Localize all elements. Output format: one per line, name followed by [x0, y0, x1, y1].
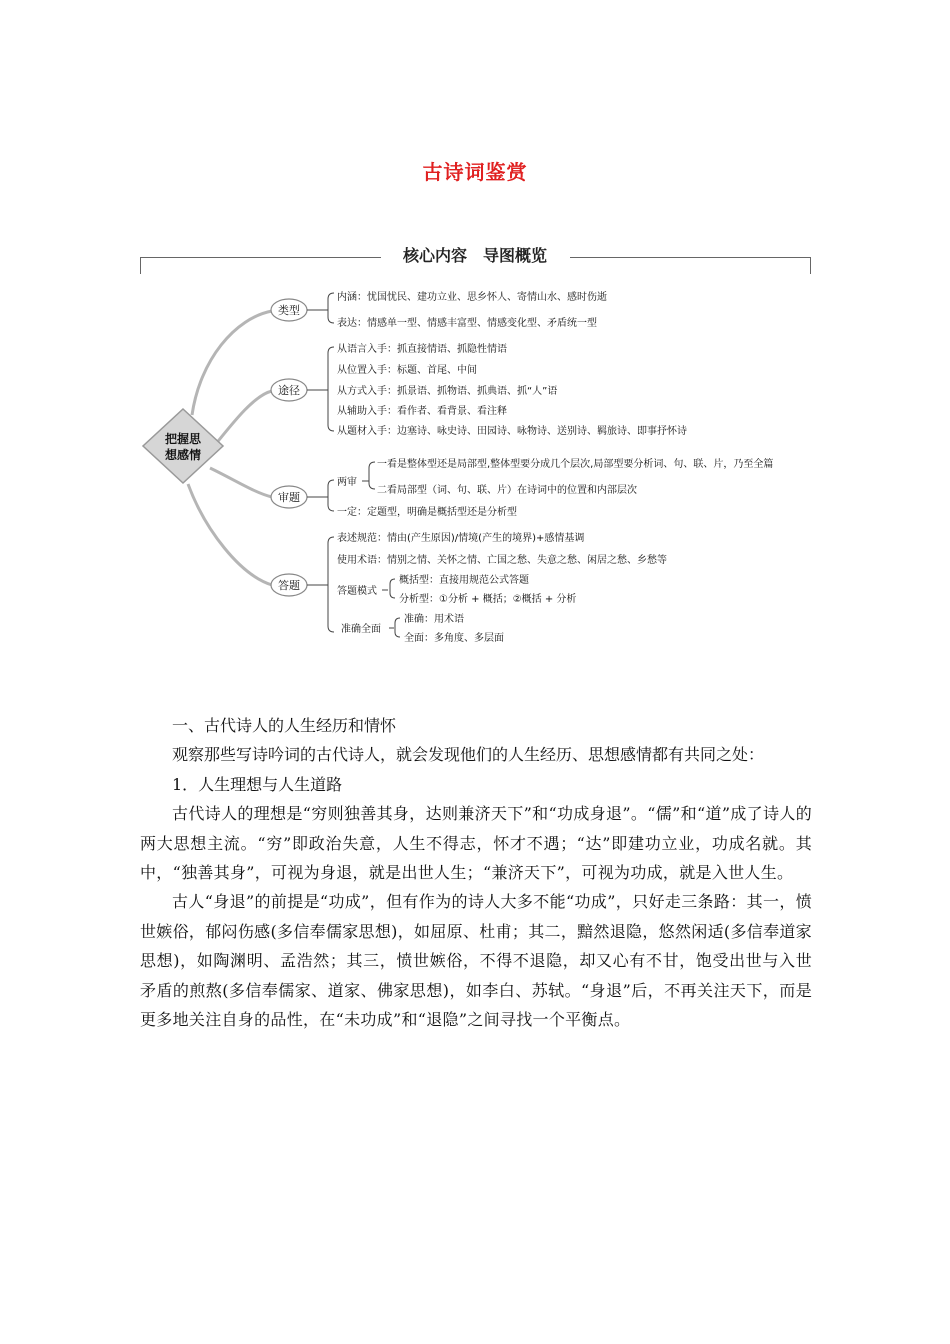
- bracket-type: [307, 293, 334, 323]
- paragraph-1: 古代诗人的理想是“穷则独善其身，达则兼济天下”和“功成身退”。“儒”和“道”成了诗人的两大思想主流。“穷”即政治失意，人生不得志，怀才不遇；“达”即建功立业，功成名就。其中，“独善其身”，可视为身退，就是出世人生；“兼济天下”，可视为功成，就是入世人生。: [140, 804, 812, 883]
- page-title: 古诗词鉴赏: [422, 160, 528, 184]
- path-item-2: 从方式入手：抓景语、抓物语、抓典语、抓“人”语: [337, 386, 558, 397]
- body-text: [140, 711, 812, 1034]
- bracket-path: [307, 347, 334, 431]
- node-type-label: 类型: [278, 304, 300, 317]
- bracket-review-sub: [362, 462, 375, 489]
- banner-title: 核心内容 导图概览: [402, 246, 547, 265]
- bracket-review: [307, 480, 334, 511]
- path-item-0: 从语言入手：抓直接情语、抓隐性情语: [337, 344, 507, 355]
- answer-accuracy-item-1: 全面：多角度、多层面: [404, 633, 504, 644]
- subheading: 1．人生理想与人生道路: [172, 774, 343, 794]
- center-label-line1: 把握思: [164, 432, 202, 446]
- type-item-0: 内涵：忧国忧民、建功立业、思乡怀人、寄情山水、感时伤逝: [337, 292, 607, 303]
- node-review-label: 审题: [278, 491, 300, 504]
- section-heading: 一、古代诗人的人生经历和情怀: [172, 716, 397, 735]
- path-item-4: 从题材入手：边塞诗、咏史诗、田园诗、咏物诗、送别诗、羁旅诗、即事抒怀诗: [337, 426, 687, 437]
- answer-accuracy-label: 准确全面: [341, 624, 381, 635]
- bracket-answer-accuracy: [389, 618, 400, 637]
- path-item-3: 从辅助入手：看作者、看背景、看注释: [337, 406, 507, 417]
- answer-mode-item-0: 概括型：直接用规范公式答题: [399, 575, 529, 586]
- answer-item-1: 使用术语：情别之情、关怀之情、亡国之愁、失意之愁、闲居之愁、乡愁等: [337, 555, 667, 566]
- node-answer-label: 答题: [278, 579, 300, 592]
- answer-mode-label: 答题模式: [337, 586, 377, 597]
- review-sub-item-0: 一看是整体型还是局部型,整体型要分成几个层次,局部型要分析词、句、联、片，乃至全篇: [377, 459, 774, 470]
- node-answer: [271, 574, 307, 596]
- review-item: 一定：定题型，明确是概括型还是分析型: [337, 507, 517, 518]
- review-sub-item-1: 二看局部型（词、句、联、片）在诗词中的位置和内部层次: [377, 485, 637, 496]
- center-node: [143, 409, 223, 483]
- node-review: [271, 486, 307, 508]
- node-path: [271, 379, 307, 401]
- node-path-label: 途径: [278, 384, 300, 397]
- type-item-1: 表达：情感单一型、情感丰富型、情感变化型、矛盾统一型: [337, 318, 597, 329]
- bracket-answer-mode: [382, 579, 395, 598]
- bracket-answer: [307, 537, 334, 632]
- answer-item-0: 表述规范：情由(产生原因)/情境(产生的境界)+感情基调: [337, 533, 585, 544]
- path-item-1: 从位置入手：标题、首尾、中间: [337, 365, 477, 376]
- intro-paragraph: 观察那些写诗吟词的古代诗人，就会发现他们的人生经历、思想感情都有共同之处：: [172, 745, 765, 765]
- review-sub-label: 两审: [337, 477, 357, 488]
- answer-accuracy-item-0: 准确：用术语: [404, 614, 464, 625]
- node-type: [271, 299, 307, 321]
- paragraph-2: 古人“身退”的前提是“功成”，但有作为的诗人大多不能“功成”，只好走三条路：其一，愤世嫉俗，郁闷伤感(多信奉儒家思想)，如屈原、杜甫；其二，黯然退隐，悠然闲适(多信奉道家思想)，如陶渊明、孟浩然；其三，愤世嫉俗，不得不退隐，却又心有不甘，饱受出世与入世矛盾的煎熬(多信奉儒家、道家、佛家思想)，如李白、苏轼。“身退”后，不再关注天下，而是更多地关注自身的品性，在“未功成”和“退隐”之间寻找一个平衡点。: [140, 892, 812, 1030]
- answer-mode-item-1: 分析型：①分析 + 概括；②概括 + 分析: [399, 594, 577, 605]
- center-label-line2: 想感情: [164, 448, 202, 462]
